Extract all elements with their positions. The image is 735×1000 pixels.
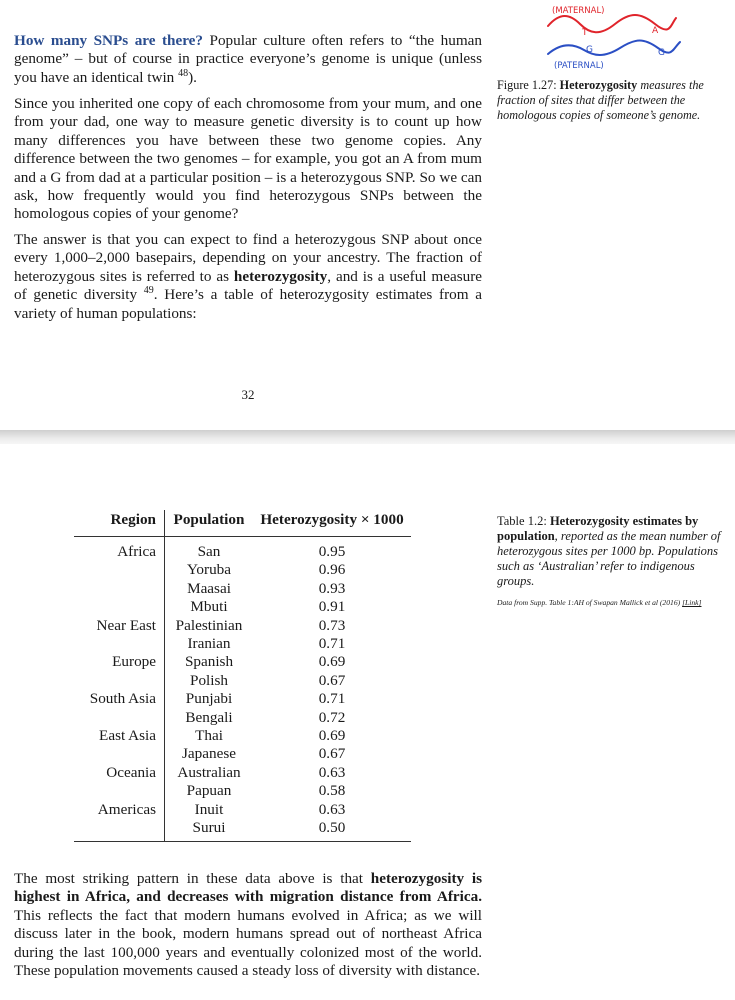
table-row: [74, 690, 411, 708]
region-cell: [74, 561, 165, 579]
population-cell: San: [197, 543, 221, 560]
chromosome-sketch: [540, 2, 690, 74]
table-row: [74, 801, 411, 819]
citation-ref[interactable]: 48: [178, 67, 189, 79]
heterozygosity-cell: 0.69: [318, 653, 346, 671]
heterozygosity-cell: 0.58: [318, 782, 346, 800]
maternal-label: (MATERNAL): [552, 6, 605, 16]
table-row: [74, 653, 411, 671]
column-header-population: Population: [165, 510, 254, 537]
source-link[interactable]: [Link]: [682, 598, 702, 607]
page-bottom: [0, 444, 735, 1000]
region-cell: [74, 745, 165, 763]
population-cell: Palestinian: [175, 616, 243, 634]
table-row: [74, 561, 411, 579]
region-cell: [74, 672, 165, 690]
heterozygosity-cell: 0.67: [318, 671, 346, 689]
page-top: [0, 0, 735, 430]
table-caption: Table 1.2: Heterozygosity estimates by population, reported as the mean number of heterozygous sites per 1000 bp. Populations such as ‘Australian’ refer to indigenous groups.: [497, 514, 721, 588]
paragraph-snp-count: How many SNPs are there? Popular culture often refers to “the human genome” – but of course in practice everyone’s genome is unique (unless you have an identical twin $^{48}$).: [14, 32, 482, 86]
population-cell: Japanese: [182, 745, 236, 763]
population-cell: Australian: [177, 763, 241, 781]
table-row: [74, 635, 411, 653]
paragraph-lead-heading: How many SNPs are there?: [14, 32, 204, 49]
heterozygosity-cell: 0.91: [318, 598, 346, 616]
region-cell: [74, 635, 165, 653]
table-row: [74, 537, 411, 562]
region-cell: Europe: [74, 653, 165, 671]
heterozygosity-cell: 0.93: [318, 579, 346, 597]
heterozygosity-cell: 0.63: [318, 800, 346, 818]
population-cell: Spanish: [184, 653, 234, 671]
population-cell: Bengali: [185, 708, 233, 726]
paternal-base-g1: G: [586, 45, 593, 55]
citation-ref[interactable]: 49: [143, 285, 154, 297]
region-cell: [74, 709, 165, 727]
population-cell: Mbuti: [190, 598, 228, 616]
heterozygosity-cell: 0.72: [318, 708, 346, 726]
region-cell: [74, 598, 165, 616]
population-cell: Yoruba: [186, 561, 232, 579]
page-number: 32: [241, 387, 255, 402]
column-header-region: Region: [74, 510, 165, 537]
heterozygosity-cell: 0.95: [318, 543, 346, 560]
table-header-row: [74, 510, 411, 537]
key-finding: heterozygosity is highest in Africa, and decreases with migration distance from Africa.: [14, 870, 482, 906]
region-cell: East Asia: [74, 727, 165, 745]
page-break: [0, 430, 735, 444]
population-cell: Polish: [190, 671, 228, 689]
table-source: Data from Supp. Table 1:AH of Swapan Mallick et al (2016) [Link]: [497, 598, 702, 607]
heterozygosity-cell: 0.69: [318, 727, 346, 745]
population-cell: Surui: [165, 819, 254, 841]
heterozygosity-cell: 0.96: [318, 561, 346, 579]
heterozygosity-cell: 0.73: [318, 616, 346, 634]
region-cell: [74, 819, 165, 841]
region-cell: Near East: [74, 617, 165, 635]
table-row: [74, 745, 411, 763]
region-cell: [74, 580, 165, 598]
heterozygosity-cell: 0.71: [318, 635, 346, 653]
region-cell: Oceania: [74, 764, 165, 782]
region-cell: South Asia: [74, 690, 165, 708]
paternal-base-g2: G: [658, 48, 665, 58]
table-body: [74, 537, 411, 842]
table-row: [74, 580, 411, 598]
population-cell: Iranian: [187, 635, 231, 653]
heterozygosity-cell: 0.63: [318, 763, 346, 781]
heterozygosity-cell: 0.67: [318, 745, 346, 763]
maternal-base-a: A: [652, 26, 659, 36]
heterozygosity-cell: 0.71: [318, 690, 346, 708]
table-row: [74, 727, 411, 745]
region-cell: Africa: [74, 537, 165, 562]
table-row: [74, 782, 411, 800]
table-row: [74, 709, 411, 727]
column-header-heterozygosity: Heterozygosity × 1000: [253, 510, 411, 537]
population-cell: Thai: [195, 727, 223, 745]
paragraph-heterozygosity: The answer is that you can expect to find a heterozygous SNP about once every 1,000–2,000 basepairs, depending on your ancestry. The fraction of heterozygous sites is referred to as heterozygosity, and is a useful measure of genetic diversity $^{49}$. Here’s a table of heterozygosity estimates from a variety of human populations:: [14, 231, 483, 322]
region-cell: [74, 782, 165, 800]
population-cell: Inuit: [194, 800, 224, 818]
table-row: [74, 672, 411, 690]
heterozygosity-cell: 0.50: [253, 819, 411, 841]
table-row: [74, 819, 411, 841]
heterozygosity-table: [74, 510, 411, 842]
population-cell: Maasai: [187, 579, 231, 597]
paternal-label: (PATERNAL): [554, 61, 604, 71]
population-cell: Papuan: [186, 782, 232, 800]
figure-caption: Figure 1.27: Heterozygosity measures the fraction of sites that differ between the homologous copies of someone’s genome.: [497, 78, 704, 122]
table-row: [74, 617, 411, 635]
paragraph-pattern: The most striking pattern in these data above is that heterozygosity is highest in Africa, and decreases with migration distance from Africa. This reflects the fact that modern humans evolved in Africa; as we will discuss later in the book, modern humans spread out of northeast Africa during the last 100,000 years and eventually colonized most of the world. These population movements caused a steady loss of diversity with distance.: [14, 870, 482, 980]
table-row: [74, 764, 411, 782]
term-heterozygosity: heterozygosity: [233, 267, 328, 285]
maternal-base-t: T: [582, 28, 588, 38]
table-row: [74, 598, 411, 616]
paragraph-inheritance: Since you inherited one copy of each chromosome from your mum, and one from your dad, one way to measure genetic diversity is to count up how many differences you have between these two genome copies. Any difference between the two genomes – for example, you got an A from mum and a G from dad at a particular position – is a heterozygous SNP. So we can ask, how frequently would you find heterozygous SNPs between the homologous copies of your genome?: [14, 95, 482, 223]
population-cell: Punjabi: [185, 690, 233, 708]
region-cell: Americas: [74, 801, 165, 819]
